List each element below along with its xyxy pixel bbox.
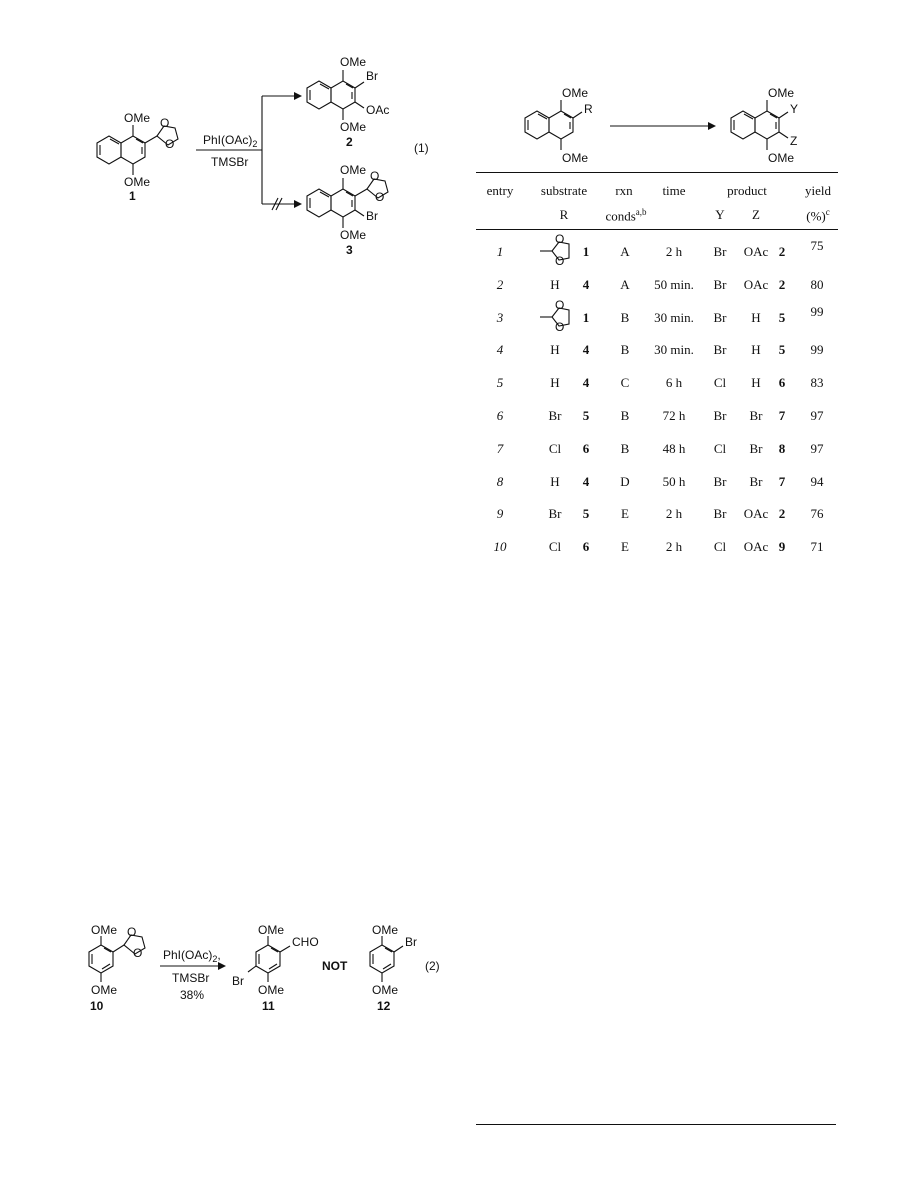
- cell-substrate-r: H: [550, 276, 560, 292]
- compound-11-ome-top: OMe: [258, 923, 285, 937]
- cell-entry: 6: [496, 408, 504, 423]
- cell-product-z: H: [751, 375, 761, 391]
- compound-12-ome-bottom: OMe: [372, 983, 399, 997]
- compound-11-cho: CHO: [292, 935, 319, 949]
- compound-1-o-top: O: [160, 116, 170, 130]
- compound-10-o-bottom: O: [133, 946, 143, 960]
- compound-10-ome-top: OMe: [91, 923, 118, 937]
- cell-product-z: OAc: [743, 276, 769, 292]
- cell-substrate-number: 1: [582, 309, 590, 325]
- cell-substrate-number: 6: [582, 539, 590, 555]
- compound-3-o-bottom: O: [375, 190, 385, 204]
- cell-entry: 7: [496, 440, 504, 456]
- table-product-y: Y: [790, 102, 799, 116]
- cell-product-number: 7: [778, 473, 786, 489]
- cell-substrate-number: 5: [582, 408, 590, 423]
- cell-product-z: OAc: [743, 244, 769, 259]
- cell-yield: 99: [810, 303, 824, 319]
- compound-3-label: 3: [346, 243, 353, 257]
- cell-conditions: A: [620, 244, 630, 259]
- cell-yield: 71: [810, 539, 824, 555]
- cell-product-y: Cl: [713, 375, 727, 391]
- table-substrate-r: R: [584, 102, 593, 116]
- cell-substrate-r: H: [550, 375, 560, 391]
- header-product-z: Z: [752, 207, 760, 222]
- cell-substrate-number: 4: [582, 375, 590, 391]
- svg-text:O: O: [555, 254, 565, 268]
- compound-12-structure: [370, 936, 403, 982]
- cell-product-z: OAc: [743, 539, 769, 555]
- table-product-z: Z: [790, 134, 798, 148]
- cell-time: 6 h: [665, 375, 683, 391]
- cell-product-y: Br: [713, 408, 727, 423]
- cell-product-y: Br: [713, 244, 727, 259]
- cell-yield: 97: [810, 408, 824, 423]
- compound-10-ome-bottom: OMe: [91, 983, 118, 997]
- compound-2-label: 2: [346, 135, 353, 149]
- cell-conditions: B: [620, 440, 630, 456]
- cell-product-y: Cl: [713, 539, 727, 555]
- header-product: product: [727, 183, 767, 198]
- cell-conditions: B: [620, 309, 630, 325]
- cell-product-z: H: [751, 309, 761, 325]
- cell-time: 2 h: [665, 244, 683, 259]
- header-time: time: [662, 183, 686, 198]
- cell-entry: 5: [496, 375, 504, 391]
- cell-substrate-number: 4: [582, 342, 590, 358]
- scheme2-eq-number: (2): [425, 959, 440, 973]
- cell-entry: 2: [496, 276, 504, 292]
- cell-yield: 94: [810, 473, 824, 489]
- cell-entry: 1: [496, 244, 504, 259]
- cell-product-number: 2: [778, 244, 786, 259]
- cell-entry: 8: [496, 473, 504, 489]
- cell-substrate-r: Br: [548, 506, 562, 522]
- table-substrate-ome-top: OMe: [562, 86, 589, 100]
- cell-conditions: A: [620, 276, 630, 292]
- cell-conditions: E: [621, 506, 629, 522]
- cell-substrate-number: 4: [582, 473, 590, 489]
- scheme2-reagent-yield: 38%: [180, 988, 205, 1002]
- cell-yield: 83: [810, 375, 824, 391]
- cell-substrate-number: 1: [582, 244, 590, 259]
- compound-3-ome-top: OMe: [340, 163, 367, 177]
- header-substrate: substrate: [540, 183, 588, 198]
- compound-10-o-top: O: [127, 925, 137, 939]
- cell-conditions: B: [620, 408, 630, 423]
- compound-2-br: Br: [366, 69, 378, 83]
- cell-product-z: OAc: [743, 506, 769, 522]
- header-product-y: Y: [715, 207, 725, 222]
- compound-3-o-top: O: [370, 169, 380, 183]
- compound-3-ome-bottom: OMe: [340, 228, 367, 242]
- compound-10-label: 10: [90, 999, 104, 1013]
- cell-conditions: E: [621, 539, 629, 555]
- scheme2-reagent-mid: TMSBr: [172, 971, 210, 985]
- compound-1-o-bottom: O: [165, 137, 175, 151]
- cell-yield: 99: [810, 342, 824, 358]
- scheme2-not: NOT: [322, 959, 348, 973]
- cell-substrate-r: H: [550, 342, 560, 358]
- cell-time: 50 min.: [654, 276, 694, 292]
- cell-product-number: 7: [778, 408, 786, 423]
- compound-11-label: 11: [262, 999, 275, 1013]
- cell-product-z: H: [751, 342, 761, 358]
- cell-product-y: Br: [713, 276, 727, 292]
- svg-text:O: O: [555, 232, 565, 246]
- cell-product-number: 5: [778, 342, 786, 358]
- cell-product-y: Cl: [713, 440, 727, 456]
- cell-product-number: 8: [778, 440, 786, 456]
- cell-product-number: 5: [778, 309, 786, 325]
- cell-time: 50 h: [662, 473, 686, 489]
- compound-11-structure: [248, 936, 290, 982]
- table-product-ome-bottom: OMe: [768, 151, 795, 165]
- cell-substrate-number: 6: [582, 440, 590, 456]
- cell-entry: 10: [493, 539, 507, 555]
- svg-text:O: O: [555, 319, 565, 334]
- table-substrate-ome-bottom: OMe: [562, 151, 589, 165]
- header-substrate-r: R: [559, 207, 569, 222]
- header-yield-unit: (%)$^c$: [806, 207, 830, 224]
- cell-yield: 76: [810, 506, 824, 522]
- cell-yield: 75: [810, 238, 824, 253]
- header-rxn: rxn: [615, 183, 633, 198]
- cell-conditions: C: [620, 375, 630, 391]
- cell-time: 2 h: [665, 539, 683, 555]
- cell-time: 2 h: [665, 506, 683, 522]
- cell-product-y: Br: [713, 342, 727, 358]
- compound-1-ome-top: OMe: [124, 111, 151, 125]
- compound-12-ome-top: OMe: [372, 923, 399, 937]
- cell-time: 72 h: [662, 408, 686, 423]
- cell-substrate-number: 4: [582, 276, 590, 292]
- cell-entry: 9: [496, 506, 504, 522]
- cell-time: 30 min.: [654, 309, 694, 325]
- cell-conditions: B: [620, 342, 630, 358]
- scheme1-eq-number: (1): [414, 141, 429, 155]
- cell-product-y: Br: [713, 309, 727, 325]
- cell-product-y: Br: [713, 473, 727, 489]
- cell-product-number: 9: [778, 539, 786, 555]
- compound-2-oac: OAc: [366, 103, 390, 117]
- header-conds: conds$^{a,b}$: [605, 207, 647, 224]
- cell-substrate-r: H: [550, 473, 560, 489]
- cell-substrate-number: 5: [582, 506, 590, 522]
- cell-product-number: 2: [778, 506, 786, 522]
- compound-11-ome-bottom: OMe: [258, 983, 285, 997]
- cell-substrate-r: Cl: [548, 539, 562, 555]
- cell-substrate-r: Cl: [548, 440, 562, 456]
- header-entry: entry: [486, 183, 514, 198]
- cell-time: 30 min.: [654, 342, 694, 358]
- compound-1-label: 1: [129, 189, 136, 203]
- compound-2-ome-top: OMe: [340, 55, 367, 69]
- cell-yield: 97: [810, 440, 824, 456]
- header-yield: yield: [805, 183, 831, 198]
- table-product-ome-top: OMe: [768, 86, 795, 100]
- cell-time: 48 h: [662, 440, 686, 456]
- svg-text:O: O: [555, 297, 565, 312]
- cell-yield: 80: [810, 276, 824, 292]
- compound-3-br: Br: [366, 209, 378, 223]
- cell-substrate-r: Br: [548, 408, 562, 423]
- compound-11-br: Br: [232, 974, 244, 988]
- cell-product-number: 2: [778, 276, 786, 292]
- cell-product-z: Br: [749, 473, 763, 489]
- scheme2-reagent-top: $PhI(OAc)_2$,: [163, 948, 221, 964]
- scheme1-reagent-top: $PhI(OAc)_2$: [203, 133, 258, 149]
- cell-entry: 3: [496, 309, 504, 325]
- cell-product-number: 6: [778, 375, 786, 391]
- cell-product-y: Br: [713, 506, 727, 522]
- cell-conditions: D: [620, 473, 630, 489]
- cell-product-z: Br: [749, 408, 763, 423]
- cell-entry: 4: [496, 342, 504, 358]
- scheme1-reagent-bottom: TMSBr: [211, 155, 249, 169]
- compound-12-label: 12: [377, 999, 391, 1013]
- compound-12-br: Br: [405, 935, 417, 949]
- compound-1-ome-bottom: OMe: [124, 175, 151, 189]
- cell-product-z: Br: [749, 440, 763, 456]
- compound-2-ome-bottom: OMe: [340, 120, 367, 134]
